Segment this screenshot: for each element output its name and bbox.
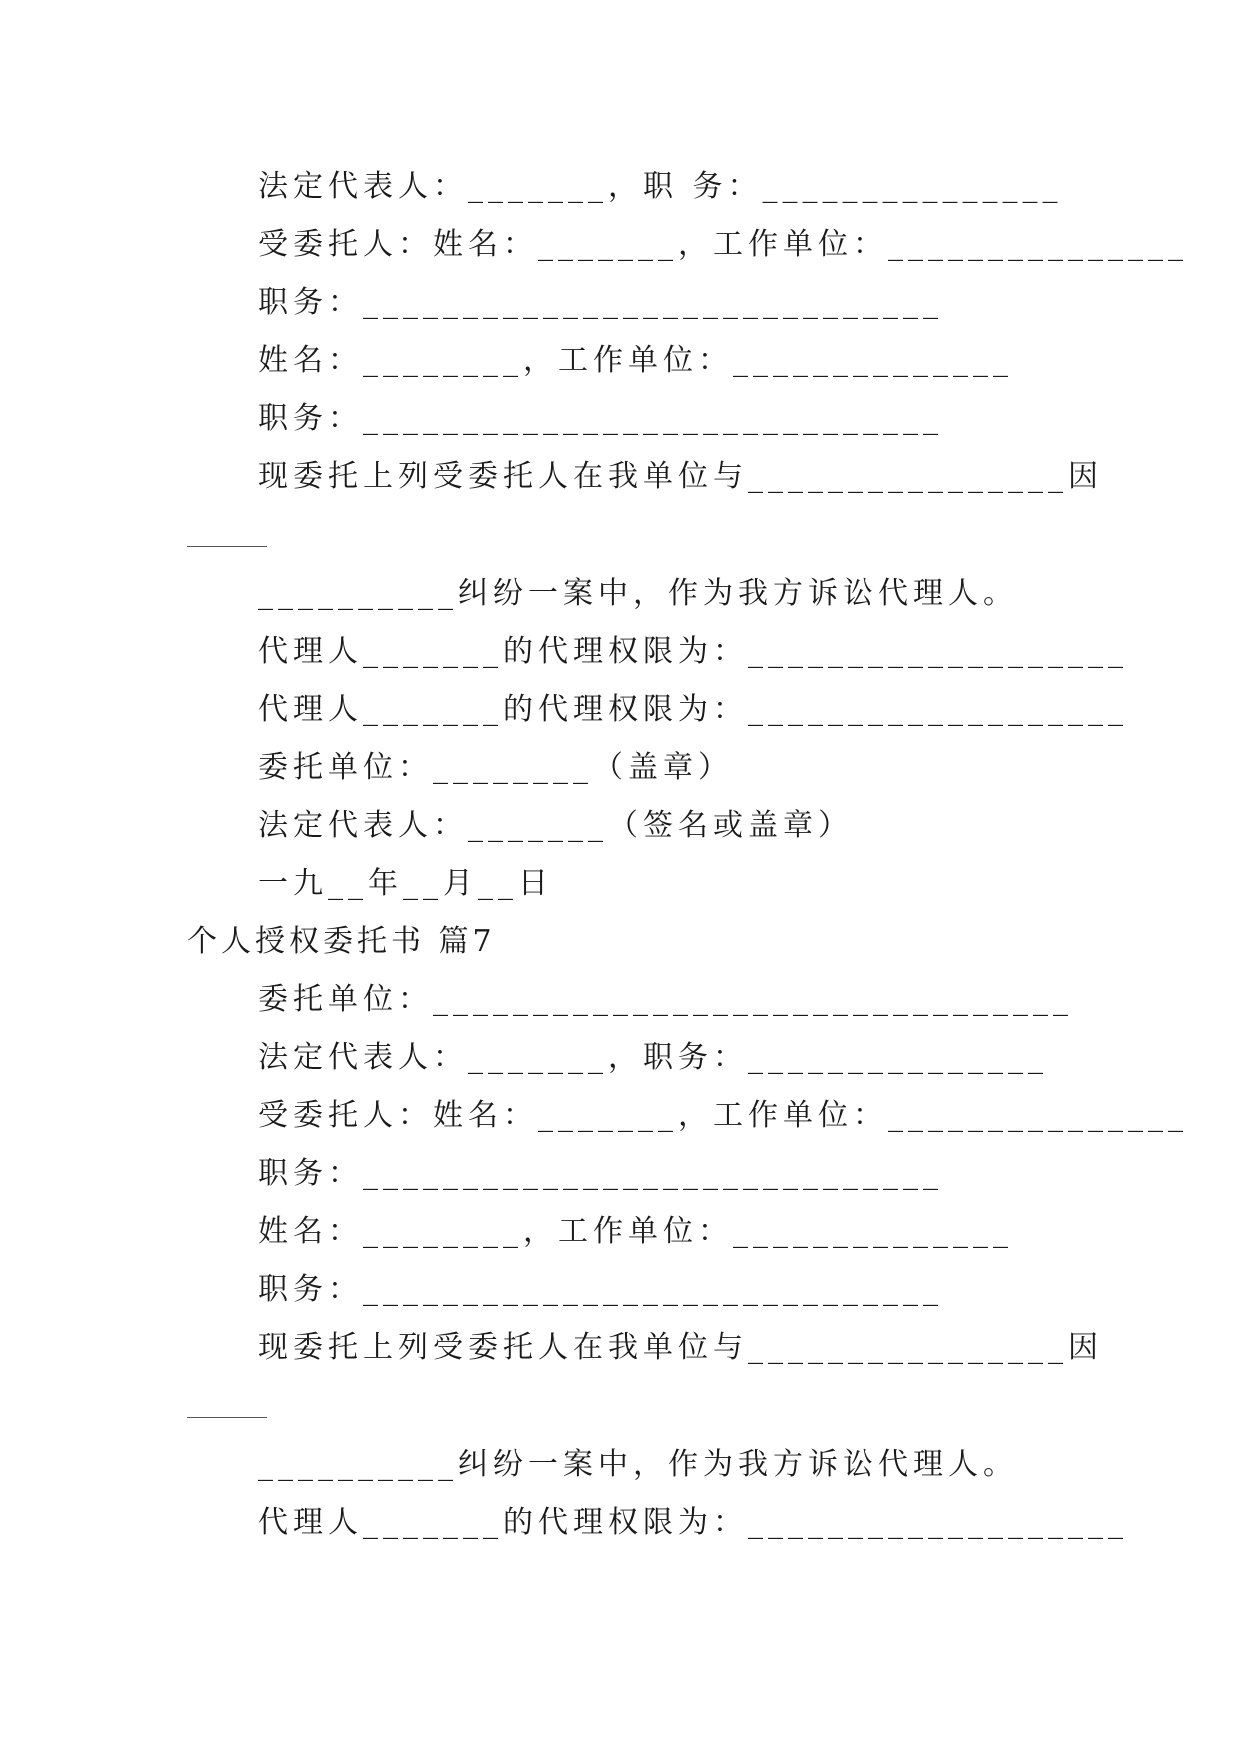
entrusting-unit-line: 委托单位：________________________________ — [258, 982, 1073, 1017]
second-authority-line: 代理人_______的代理权限为：___________________ — [258, 692, 1128, 727]
agent-name-unit-line: 受委托人：姓名：_______，工作单位：_______________ — [258, 227, 1188, 262]
date-line: 一九__年__月__日 — [258, 866, 553, 901]
case-statement-line: __________纠纷一案中，作为我方诉讼代理人。 — [258, 1447, 1018, 1482]
agent-name-unit-line: 受委托人：姓名：_______，工作单位：_______________ — [258, 1098, 1188, 1133]
entrust-statement-line: 现委托上列受委托人在我单位与________________因 — [258, 1330, 1103, 1365]
legal-representative-sign-line: 法定代表人：_______（签名或盖章） — [258, 808, 853, 843]
entrust-statement-line: 现委托上列受委托人在我单位与________________因 — [258, 459, 1103, 494]
case-statement-line: __________纠纷一案中，作为我方诉讼代理人。 — [258, 576, 1018, 611]
duty-line: 职务：_____________________________ — [258, 1156, 943, 1191]
continuation-blank — [187, 1417, 267, 1418]
second-duty-line: 职务：_____________________________ — [258, 1272, 943, 1307]
entrusting-unit-seal-line: 委托单位：________（盖章） — [258, 750, 733, 785]
section-heading: 个人授权委托书 篇7 — [187, 924, 496, 959]
legal-representative-line: 法定代表人：_______，职务：_______________ — [258, 1040, 1048, 1075]
second-agent-name-unit-line: 姓名：________，工作单位：______________ — [258, 343, 1013, 378]
authority-line: 代理人_______的代理权限为：___________________ — [258, 634, 1128, 669]
second-duty-line: 职务：_____________________________ — [258, 401, 943, 436]
legal-representative-line: 法定代表人：_______，职 务：_______________ — [258, 169, 1063, 204]
continuation-blank — [187, 546, 267, 547]
second-agent-name-unit-line: 姓名：________，工作单位：______________ — [258, 1214, 1013, 1249]
duty-line: 职务：_____________________________ — [258, 285, 943, 320]
authority-line: 代理人_______的代理权限为：___________________ — [258, 1505, 1128, 1540]
